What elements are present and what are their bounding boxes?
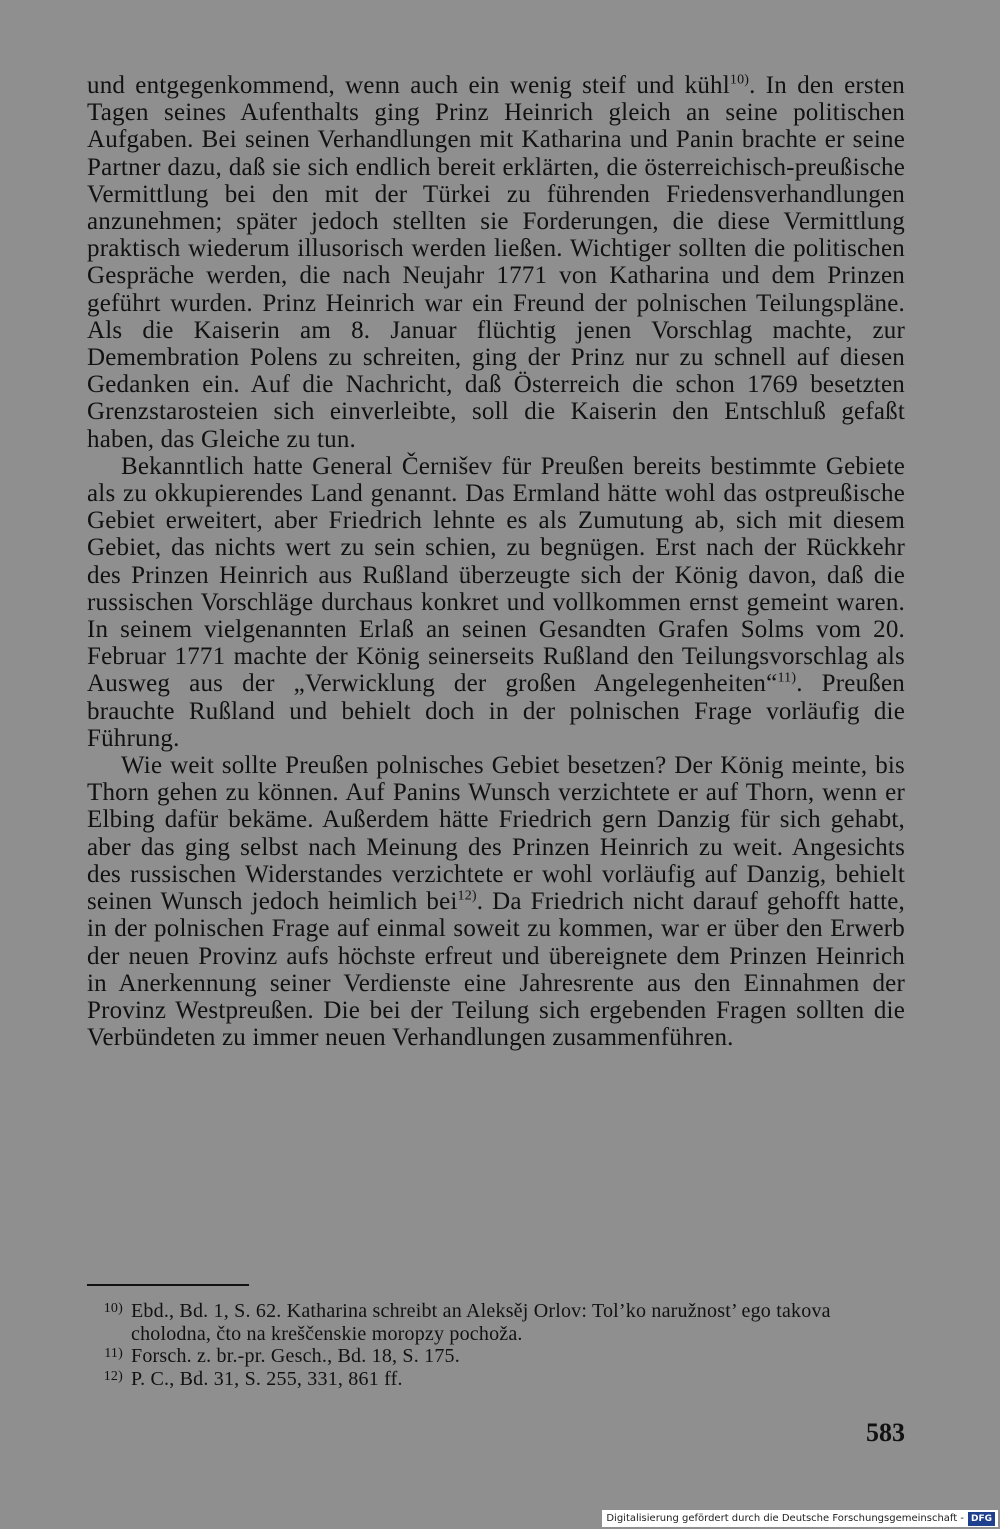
footnote-10: 10) Ebd., Bd. 1, S. 62. Katharina schreibt an Aleksěj Orlov: Tol’ko naružnost’ ego takova cholodna, čto na kreščenskie moropzy pochoža. xyxy=(103,1300,831,1345)
text-run: und entgegenkommend, wenn auch ein wenig steif und kühl xyxy=(87,72,730,99)
text-run: . In den ersten Tagen seines Aufenthalts ging Prinz Heinrich gleich an seine politischen Aufgaben. Bei seinen Verhandlungen mit Katharina und Panin brachte er seine Partner dazu, daß sie sich endlich bereit erklärten, die österreichisch-preußische Vermittlung bei den mit der Türkei zu führenden Friedensverhandlungen anzunehmen; später jedoch stellten sie Forderungen, die diese Vermittlung praktisch wiederum illusorisch werden ließen. Wichtiger sollten die politischen Gespräche werden, die nach Neujahr 1771 von Katharina und dem Prinzen geführt wurden. Prinz Heinrich war ein Freund der polnischen Teilungspläne. Als die Kaiserin am 8. Januar flüchtig jenen Vorschlag machte, zur Demembration Polens zu schreiten, ging der Prinz nur zu schnell auf diesen Gedanken ein. Auf die Nachricht, daß Österreich die schon 1769 besetzten Grenzstarosteien sich einverleibte, soll die Kaiserin den Entschluß gefaßt haben, das Gleiche zu tun. xyxy=(87,72,905,453)
text-run: Bekanntlich hatte General Černišev für Preußen bereits bestimmte Gebiete als zu okkupierendes Land genannt. Das Ermland hätte wohl das ostpreußische Gebiet erweitert, aber Friedrich lehnte es als Zumutung ab, sich mit diesem Gebiet, das nichts wert zu sein schien, zu begnügen. Erst nach der Rückkehr des Prinzen Heinrich aus Rußland überzeugte sich der König davon, daß die russischen Vorschläge durchaus konkret und vollkommen ernst gemeint waren. In seinem vielgenannten Erlaß an seinen Gesandten Grafen Solms vom 20. Februar 1771 machte der König seinerseits Rußland den Teilungsvorschlag als Ausweg aus der „Verwicklung der großen Angelegenheiten“ xyxy=(87,452,905,698)
footnote-divider xyxy=(87,1284,249,1286)
credit-bar[interactable] xyxy=(602,1510,998,1527)
footnote-ref-10[interactable]: 10) xyxy=(729,72,750,88)
dfg-logo-icon[interactable]: DFG xyxy=(968,1512,995,1526)
text-run: . Da Friedrich nicht darauf gehofft hatte, in der polnischen Frage auf einmal soweit zu kommen, war er über den Erwerb der neuen Provinz aufs höchste erfreut und übereignete dem Prinzen Heinrich in Anerkennung seiner Verdienste eine Jahresrente aus den Einnahmen der Provinz Westpreußen. Die bei der Teilung sich ergebenden Fragen sollten die Verbündeten zu immer neuen Verhandlungen zusammenführen. xyxy=(87,888,906,1052)
footnotes xyxy=(87,1300,905,1390)
paragraph-3 xyxy=(87,752,905,1051)
footnote-12: 12) P. C., Bd. 31, S. 255, 331, 861 ff. xyxy=(103,1367,403,1390)
footnote-ref-11[interactable]: 11) xyxy=(777,671,797,687)
text-run: Wie weit sollte Preußen polnisches Gebiet besetzen? Der König meinte, bis Thorn gehen zu können. Auf Panins Wunsch verzichtete er auf Thorn, wenn er Elbing dafür bekäme. Außerdem hätte Friedrich gern Danzig für sich gehabt, aber das ging selbst nach Meinung des Prinzen Heinrich zu weit. Angesichts des russischen Widerstandes verzichtete er wohl vorläufig auf Danzig, behielt seinen Wunsch jedoch heimlich bei xyxy=(87,752,905,916)
credit-text: Digitalisierung gefördert durch die Deutsche Forschungsgemeinschaft - xyxy=(606,1513,964,1524)
paragraph-1 xyxy=(87,72,905,453)
footnote-ref-12[interactable]: 12) xyxy=(457,888,477,904)
footnote-text: Ebd., Bd. 1, S. 62. Katharina schreibt an Aleksěj Orlov: Tol’ko naružnost’ ego takova cholodna, čto na kreščenskie moropzy pochoža. xyxy=(131,1300,831,1345)
footnote-11: 11) Forsch. z. br.-pr. Gesch., Bd. 18, S. 175. xyxy=(104,1345,460,1367)
paragraph-2 xyxy=(87,453,905,752)
footnote-text: Forsch. z. br.-pr. Gesch., Bd. 18, S. 175. xyxy=(131,1345,460,1367)
footnote-text: P. C., Bd. 31, S. 255, 331, 861 ff. xyxy=(131,1367,403,1390)
body-text xyxy=(87,72,905,1051)
text-run: . Preußen brauchte Rußland und behielt doch in der polnischen Frage vorläufig die Führung. xyxy=(87,670,905,752)
page-number: 583 xyxy=(866,1418,905,1447)
